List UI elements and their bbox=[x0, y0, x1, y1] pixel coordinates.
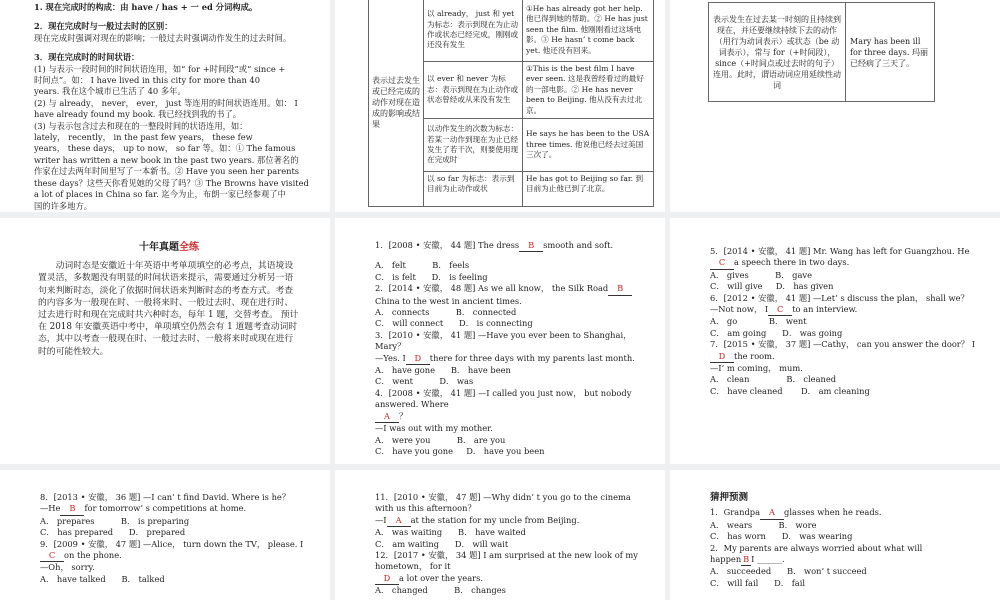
question-12-prompt: 12．[2017 • 安徽， 34 题] I am surprised at the new look of my hometown， for it bbox=[375, 550, 641, 572]
question-9-reply: —Oh， sorry. bbox=[40, 562, 95, 573]
page-panel-questions-1 bbox=[335, 218, 665, 464]
section-title bbox=[38, 242, 300, 254]
q-text: 2．[2014 • 安徽， 48 题] As we all know， the Silk Road bbox=[375, 283, 609, 294]
question-6-prompt: 6．[2012 • 安徽， 41 题] —Let’ s discuss the plan， shall we？ bbox=[710, 292, 969, 303]
q-text: to an interview. bbox=[792, 304, 858, 315]
line: lately， recently， in the past few years， these few bbox=[34, 132, 253, 143]
question-8-prompt: 8．[2013 • 安徽， 36 题] —I can’ t find David. Where is he？ bbox=[40, 492, 291, 502]
page-panel-continuing-usage bbox=[670, 0, 1000, 212]
q-text: a lot over the years. bbox=[399, 572, 484, 583]
question-4-prompt: 4．[2008 • 安徽， 41 题] —I called you just now， but nobody answered. Where bbox=[375, 387, 635, 410]
q-text: 1．[2008 • 安徽， 44 题] The dress bbox=[375, 240, 520, 250]
rule-cell: 以动作发生的次数为标志：若某一动作到现在为止已经发生了若干次，则要使用现在完成时 bbox=[424, 119, 523, 172]
option-line: A． was waiting B． have waited bbox=[375, 527, 526, 538]
question-9 bbox=[40, 550, 312, 562]
questions-text bbox=[710, 246, 986, 397]
line: 国的许多地方。 bbox=[34, 200, 93, 211]
option-line: A． wears B． wore bbox=[710, 519, 817, 530]
question-7-reply: —I’ m coming， mum. bbox=[710, 363, 803, 374]
question-7 bbox=[710, 351, 986, 363]
questions-text bbox=[375, 492, 651, 597]
table-row bbox=[709, 3, 935, 102]
question-5 bbox=[710, 246, 986, 270]
option-line: A． go B． went bbox=[710, 316, 807, 327]
section-title: 猜押预测 bbox=[710, 492, 749, 503]
heading-adverbials: 3．现在完成时的时间状语： bbox=[34, 52, 140, 63]
option-line: A． succeeded B． won’ t succeed bbox=[710, 566, 867, 577]
title-accent: 全练 bbox=[179, 242, 199, 253]
line: (2) 与 already， never， ever， just 等连用的时间状语连用。如： I bbox=[34, 97, 298, 108]
answer-blank: A bbox=[760, 507, 784, 519]
q-text: at the station for my uncle from Beijing. bbox=[410, 514, 580, 525]
line: have already found my book. 我已经找到我的书了。 bbox=[34, 109, 242, 120]
answer-blank: C bbox=[40, 550, 64, 562]
page-panel-questions-4 bbox=[335, 470, 665, 600]
question-11-prompt: 11．[2010 • 安徽， 47 题] —Why didn’ t you go to the cinema with us this afternoon？ bbox=[375, 492, 634, 514]
question-6 bbox=[710, 304, 986, 316]
answer-blank: D bbox=[710, 351, 734, 363]
answer-blank: A bbox=[375, 411, 399, 423]
page-panel-grammar-notes bbox=[0, 0, 330, 212]
page-panel-intro bbox=[0, 218, 330, 464]
example-cell: He has got to Beijing so far. 到目前为止他已到了北京。 bbox=[523, 172, 654, 207]
option-line: A． connects B． connected bbox=[375, 307, 517, 318]
continuing-table bbox=[708, 2, 935, 102]
questions-text bbox=[710, 492, 986, 589]
question-1 bbox=[710, 507, 986, 519]
notes-text bbox=[34, 2, 322, 212]
q-text: China to the west in ancient times. bbox=[375, 295, 522, 306]
question-4-reply: —I was out with my mother. bbox=[375, 423, 493, 434]
table-row bbox=[369, 0, 654, 62]
questions-text bbox=[375, 240, 655, 457]
option-line: C． am waiting D． will wait bbox=[375, 538, 509, 549]
option-line: C． am going D． was going bbox=[710, 327, 843, 338]
answer-blank: B bbox=[519, 240, 543, 252]
option-line: A． have gone B． have been bbox=[375, 365, 511, 376]
category-cell: 表示过去发生或已经完成的动作对现在造成的影响或结果 bbox=[369, 0, 424, 207]
q-text: ？ bbox=[399, 410, 408, 421]
line: 作家在过去两年时间里写了一本新书。② Have you seen her parents bbox=[34, 166, 300, 177]
line: years， these days， up to now， so far 等。如：① The famous bbox=[34, 143, 296, 154]
question-3 bbox=[375, 353, 655, 365]
question-3-prompt: 3．[2010 • 安徽， 41 题] —Have you ever been to Shanghai， Mary？ bbox=[375, 329, 635, 352]
option-line: C． have you gone D． have you been bbox=[375, 445, 545, 456]
question-9-prompt: 9．[2009 • 安徽， 47 题] —Alice， turn down the TV， please. I bbox=[40, 538, 304, 549]
line: these days？这些天你看见她的父母了吗？③ The Browns have visited bbox=[34, 177, 309, 188]
answer-blank: C bbox=[768, 304, 792, 316]
option-line: C． has worn D． was wearing bbox=[710, 531, 853, 542]
option-line: A． changed B． changes bbox=[375, 585, 506, 596]
question-8 bbox=[40, 503, 312, 515]
heading-difference: 2．现在完成时与一般过去时的区别： bbox=[34, 21, 173, 32]
option-line: A． prepares B． is preparing bbox=[40, 515, 190, 526]
intro-text bbox=[38, 242, 300, 358]
answer-blank: C bbox=[710, 257, 734, 269]
page-panel-predictions bbox=[670, 470, 1000, 600]
answer-blank: B bbox=[608, 283, 632, 295]
answer-blank: B bbox=[60, 503, 84, 515]
example-cell: Mary has been ill for three days. 玛丽已经病了三天了。 bbox=[846, 3, 935, 102]
q-text: for tomorrow’ s competitions at home. bbox=[84, 503, 247, 514]
option-line: C． has prepared D． prepared bbox=[40, 527, 186, 538]
title-main: 十年真题 bbox=[139, 242, 179, 253]
line: (3) 与表示包含过去和现在的一整段时间的状语连用，如： bbox=[34, 120, 248, 131]
rule-cell: 以 so far 为标志：表示到目前为止动作或状 bbox=[424, 172, 523, 207]
question-2-prompt: 2．My parents are always worried about what will bbox=[710, 542, 923, 553]
difference-text: 现在完成时强调对现在的影响；一般过去时强调动作发生的过去时间。 bbox=[34, 32, 292, 43]
q-text: 1．Grandpa bbox=[710, 507, 761, 518]
example-cell: He says he has been to the USA three times. 他说他已经去过美国三次了。 bbox=[523, 119, 654, 172]
question-12 bbox=[375, 573, 651, 585]
heading-structure: 1. 现在完成时的构成：由 have / has + 一 ed 分词构成。 bbox=[34, 2, 258, 12]
q-text: —He bbox=[40, 503, 61, 514]
q-text: there for three days with my parents last month. bbox=[429, 352, 635, 363]
line: a lot of places in China so far. 迄今为止，布朗一家已经参观了中 bbox=[34, 189, 286, 200]
q-text: glasses when he reads. bbox=[784, 507, 882, 518]
q-text: 5．[2014 • 安徽， 41 题] Mr. Wang has left for Guangzhou. He bbox=[710, 246, 970, 256]
q-text: —Not now， I bbox=[710, 304, 769, 315]
usage-table bbox=[368, 0, 654, 207]
line: years. 我在这个城市已生活了 40 多年。 bbox=[34, 86, 186, 97]
q-text: happen bbox=[710, 554, 742, 565]
answer-blank: D bbox=[406, 353, 430, 365]
question-2 bbox=[710, 554, 986, 566]
question-11 bbox=[375, 515, 651, 527]
line: (1) 与表示一段时间的时间状语连用，如“ for +时间段”或“ since + bbox=[34, 63, 286, 74]
option-line: A． felt B． feels bbox=[375, 260, 470, 271]
option-line: C． will give D． has given bbox=[710, 281, 834, 292]
question-2 bbox=[375, 283, 655, 307]
q-text: smooth and soft. bbox=[543, 240, 614, 250]
option-line: C． will fail D． fail bbox=[710, 577, 806, 588]
answer-blank: B bbox=[741, 554, 751, 566]
q-text: —I bbox=[375, 514, 387, 525]
line: writer has written a new book in the past two years. 那位著名的 bbox=[34, 154, 299, 165]
option-line: A． have talked B． talked bbox=[40, 573, 165, 584]
q-text: on the phone. bbox=[64, 550, 122, 561]
example-cell: ①This is the best film I have ever seen. 这是我曾经看过的最好的一部电影。② He has never been to Beijing. 他从没有去过北京。 bbox=[523, 62, 654, 119]
page-panel-questions-2 bbox=[670, 218, 1000, 464]
q-text: I ______. bbox=[751, 554, 785, 565]
question-7-prompt: 7．[2015 • 安徽， 37 题] —Cathy， can you answer the door？ I bbox=[710, 339, 975, 350]
rule-cell: 表示发生在过去某一时刻的且持续到现在，并还要继续持续下去的动作（用行为动词表示）或状态（be 动词表示），常与 for（+时间段），since（+时间点或过去时的句子）连用。此时，谓语动词应用延续性动词 bbox=[709, 3, 846, 102]
option-line: A． clean B． cleaned bbox=[710, 374, 837, 385]
rule-cell: 以 ever 和 never 为标志：表示到现在为止动作或状态曾经或从来没有发生 bbox=[424, 62, 523, 119]
question-1 bbox=[375, 240, 655, 252]
option-line: C． will connect D． is connecting bbox=[375, 318, 533, 329]
q-text: —Yes. I bbox=[375, 352, 406, 363]
example-cell: ①He has already got her help. 他已得到她的帮助。② He has just seen the film. 他刚刚看过这场电影。③ He hasn’ t come back yet. 他还没有回来。 bbox=[523, 0, 654, 62]
answer-blank: A bbox=[387, 515, 411, 527]
page-panel-usage-table bbox=[335, 0, 665, 212]
option-line: A． were you B． are you bbox=[375, 434, 506, 445]
q-text: a speech there in two days. bbox=[734, 257, 850, 268]
line: 时间点”。如： I have lived in this city for more than 40 bbox=[34, 75, 260, 86]
q-text: the room. bbox=[734, 350, 775, 361]
option-line: C． went D． was bbox=[375, 376, 474, 387]
page-panel-questions-3 bbox=[0, 470, 330, 600]
option-line: C． have cleaned D． am cleaning bbox=[710, 385, 870, 396]
option-line: C． is felt D． is feeling bbox=[375, 271, 488, 282]
rule-cell: 以 already， just 和 yet 为标志：表示到现在为止动作或状态已经完成，刚刚或还没有发生 bbox=[424, 0, 523, 62]
intro-paragraph: 动词时态是安徽近十年英语中考单项填空的必考点，其语境设置灵活，多数题没有明显的时间状语来提示，需要通过分析另一语句来判断时态，淡化了依据时间状语来判断时态的考查方式。考查的内容多为一般现在时、一般将来时、一般过去时、现在进行时、过去进行时和现在完成时共六种时态，每年 1 题，交替考查。 预计在 2018 年安徽英语中考中，单项填空仍然会有 1 道题考查动词时态，其中以考查一般现在时、一般过去时、一般将来时或现在进行时的可能性较大。 bbox=[38, 261, 299, 357]
question-4 bbox=[375, 411, 655, 423]
questions-text bbox=[40, 492, 312, 585]
answer-blank: D bbox=[375, 573, 399, 585]
option-line: A． gives B． gave bbox=[710, 269, 813, 280]
